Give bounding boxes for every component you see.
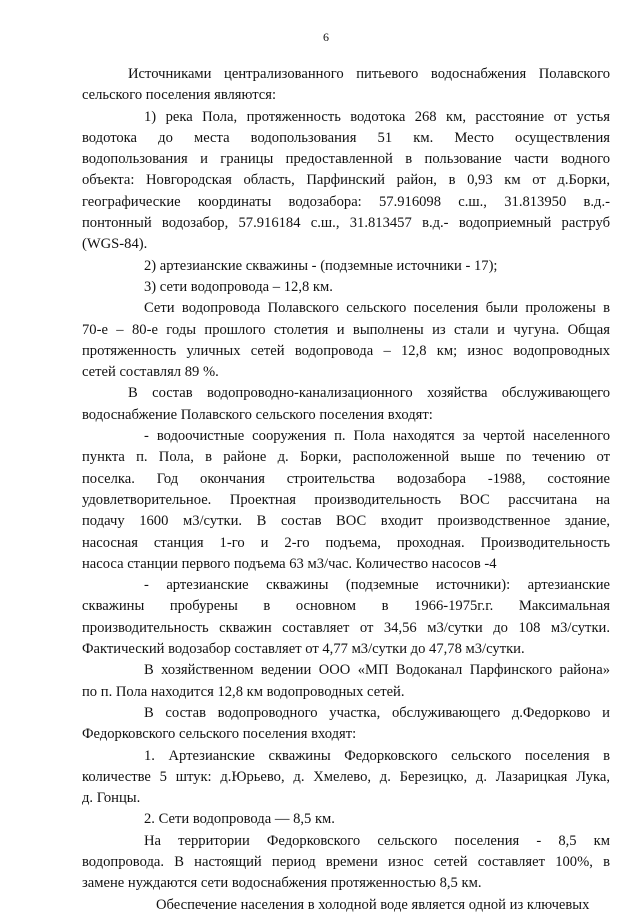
text-line: водопользования и границы предоставленной в пользование части водного [82,151,610,168]
text-line: 1) река Пола, протяженность водотока 268 км, расстояние от устья [144,108,610,125]
paragraph-fedorkovo-composition [82,703,610,746]
text-line: водопровода. В настоящий период времени износ сетей составляет 100%, в [82,853,610,870]
paragraph-network-history [82,298,610,383]
text-line: Обеспечение населения в холодной воде является одной из ключевых [156,896,590,913]
text-line: по п. Пола находится 12,8 км водопроводных сетей. [82,683,405,700]
text-line: 3) сети водопровода – 12,8 км. [144,278,333,295]
text-line: В состав водопроводного участка, обслуживающего д.Федорково и [144,704,610,721]
text-line: насоса станции первого подъема 63 м3/час. Количество насосов -4 [82,555,497,572]
page-number: 6 [323,30,329,44]
text-line: объекта: Новгородская область, Парфинский район, в 0,93 км от д.Борки, [82,172,610,189]
text-line: 2. Сети водопровода — 8,5 км. [144,811,335,828]
text-line: Федорковского сельского поселения входят: [82,726,357,743]
text-line: скважины пробурены в основном в 1966-1975г.г. Максимальная [82,598,610,615]
paragraph-fedorkovo-networks [82,809,610,830]
text-line: Источниками централизованного питьевого водоснабжения Полавского [128,66,610,82]
text-line: сетей составлял 89 %. [82,364,219,381]
text-line: В состав водопроводно-канализационного хозяйства обслуживающего [128,385,610,402]
text-line: Сети водопровода Полавского сельского поселения были проложены в [144,300,610,317]
text-line: - водоочистные сооружения п. Пола находятся за чертой населенного [144,428,610,445]
text-line: В хозяйственном ведении ООО «МП Водоканал Парфинского района» [144,662,610,679]
text-line: 70-е – 80-е годы прошлого столетия и выполнены из стали и чугуна. Общая [82,321,610,338]
text-line: поселка. Год окончания строительства водозабора -1988, состояние [82,470,610,487]
paragraph-vodokanal-management [82,660,610,703]
text-line: (WGS-84). [82,236,148,253]
text-line: д. Гонцы. [82,790,141,807]
text-line: географические координаты водозабора: 57.916098 с.ш., 31.813950 в.д.- [82,193,610,210]
paragraph-utility-composition [82,383,610,426]
text-line: сельского поселения являются: [82,87,277,104]
text-line: понтонный водозабор, 57.916184 с.ш., 31.813457 в.д.- водоприемный раструб [82,215,610,232]
text-line: производительность скважин составляет от 34,56 м3/сутки до 108 м3/сутки. [82,619,610,636]
paragraph-artesian-wells [82,256,610,277]
text-line: пункта п. Пола, в районе д. Борки, расположенной выше по течению от [82,449,610,466]
paragraph-river-pola [82,107,610,256]
text-line: водотока до места водопользования 51 км. Место осуществления [82,129,610,146]
text-line: удовлетворительное. Проектная производительность ВОС рассчитана на [82,491,610,508]
text-line: замене нуждаются сети водоснабжения протяженностью 8,5 км. [82,875,482,892]
paragraph-population-supply [82,895,610,916]
text-line: насосная станция 1-го и 2-го подъема, проходная. Производительность [82,534,610,551]
text-line: водоснабжение Полавского сельского поселения входят: [82,406,433,423]
text-line: 2) артезианские скважины - (подземные источники - 17); [144,257,498,274]
paragraph-fedorkovo-wells [82,746,610,810]
text-line: На территории Федорковского сельского поселения - 8,5 км [144,832,610,849]
text-line: - артезианские скважины (подземные источники): артезианские [144,577,610,594]
paragraph-treatment-facilities [82,426,610,575]
text-line: протяженность уличных сетей водопровода – 12,8 км; износ водопроводных [82,342,610,359]
paragraph-sources-intro [82,64,610,107]
paragraph-water-networks [82,277,610,298]
paragraph-artesian-details [82,575,610,660]
text-line: 1. Артезианские скважины Федорковского сельского поселения в [144,747,610,764]
paragraph-fedorkovo-territory [82,831,610,895]
text-line: количестве 5 штук: д.Юрьево, д. Хмелево, д. Березицко, д. Лазарицкая Лука, [82,768,610,785]
text-line: Фактический водозабор составляет от 4,77 м3/сутки до 47,78 м3/сутки. [82,641,525,658]
text-line: подачу 1600 м3/сутки. В состав ВОС входит производственное здание, [82,513,610,530]
